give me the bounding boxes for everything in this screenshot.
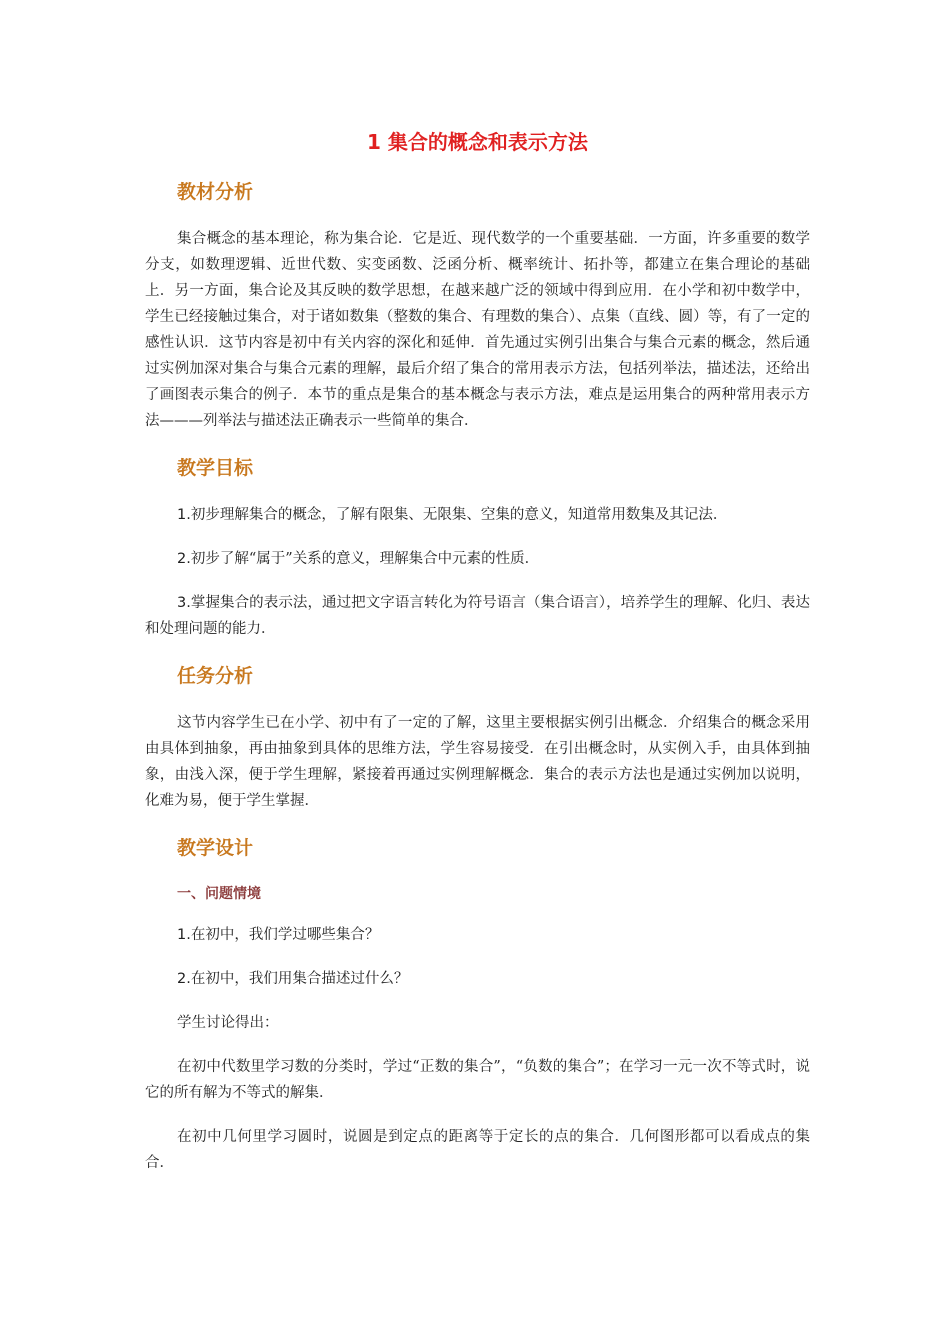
document-title: 1 集合的概念和表示方法	[367, 130, 588, 154]
item-number: 2.	[177, 551, 191, 567]
item-number: 1.	[177, 507, 191, 523]
paragraph: 学生讨论得出：	[177, 1015, 279, 1031]
objective-item-1	[145, 502, 810, 528]
question-item-2	[145, 966, 810, 992]
item-text: 掌握集合的表示法，通过把文字语言转化为符号语言（集合语言），培养学生的理解、化归、表达和处理问题的能力．	[145, 595, 810, 637]
objective-item-3	[145, 590, 810, 642]
paragraph: 这节内容学生已在小学、初中有了一定的了解，这里主要根据实例引出概念．介绍集合的概念采用由具体到抽象，再由抽象到具体的思维方法，学生容易接受．在引出概念时，从实例入手，由具体到抽象，由浅入深，便于学生理解，紧接着再通过实例理解概念．集合的表示方法也是通过实例加以说明，化难为易，便于学生掌握．	[145, 715, 810, 809]
item-number: 1.	[177, 927, 191, 943]
paragraph: 在初中代数里学习数的分类时，学过“正数的集合”，“负数的集合”；在学习一元一次不等式时，说它的所有解为不等式的解集．	[145, 1059, 810, 1101]
paragraph: 集合概念的基本理论，称为集合论．它是近、现代数学的一个重要基础．一方面，许多重要的数学分支，如数理逻辑、近世代数、实变函数、泛函分析、概率统计、拓扑等，都建立在集合理论的基础上．另一方面，集合论及其反映的数学思想，在越来越广泛的领域中得到应用．在小学和初中数学中，学生已经接触过集合，对于诸如数集（整数的集合、有理数的集合）、点集（直线、圆）等，有了一定的感性认识．这节内容是初中有关内容的深化和延伸．首先通过实例引出集合与集合元素的概念，然后通过实例加深对集合与集合元素的理解，最后介绍了集合的常用表示方法，包括列举法，描述法，还给出了画图表示集合的例子．本节的重点是集合的基本概念与表示方法，难点是运用集合的两种常用表示方法———列举法与描述法正确表示一些简单的集合．	[145, 231, 810, 429]
objective-item-2	[145, 546, 810, 572]
item-number: 3.	[177, 595, 191, 611]
item-text: 在初中，我们学过哪些集合？	[190, 927, 380, 943]
section-heading-textbook-analysis: 教材分析	[177, 181, 254, 203]
item-text: 在初中，我们用集合描述过什么？	[190, 971, 409, 987]
subsection-heading-problem-situation: 一、问题情境	[177, 886, 261, 902]
section-heading-task-analysis: 任务分析	[177, 665, 254, 687]
section-heading-teaching-objectives: 教学目标	[177, 457, 254, 479]
item-text: 初步了解“属于”关系的意义，理解集合中元素的性质．	[190, 551, 540, 567]
item-number: 2.	[177, 971, 191, 987]
question-item-1	[145, 922, 810, 948]
section-heading-teaching-design: 教学设计	[177, 837, 254, 859]
document-page	[145, 120, 810, 1194]
item-text: 初步理解集合的概念，了解有限集、无限集、空集的意义，知道常用数集及其记法．	[190, 507, 728, 523]
paragraph: 在初中几何里学习圆时，说圆是到定点的距离等于定长的点的集合．几何图形都可以看成点的集合．	[145, 1129, 810, 1171]
